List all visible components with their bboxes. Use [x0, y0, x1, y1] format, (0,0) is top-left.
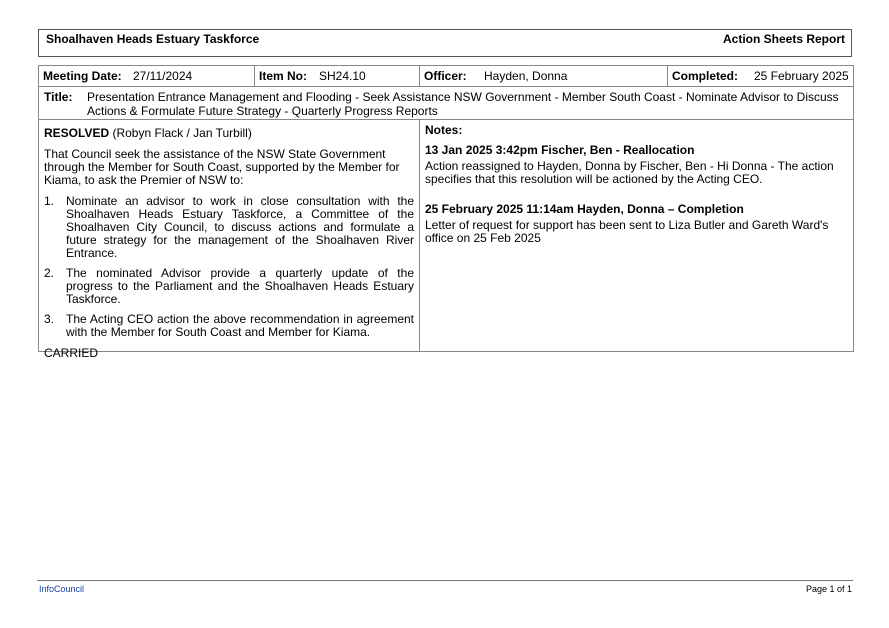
completed-label: Completed: [672, 69, 738, 83]
item-text: The Acting CEO action the above recommendation in agreement with the Member for South Coast and Member for Kiama. [66, 312, 414, 339]
title-label: Title: [44, 90, 73, 104]
footer-brand: InfoCouncil [39, 584, 85, 594]
resolved-line [44, 126, 414, 140]
officer-value: Hayden, Donna [484, 69, 568, 83]
resolution-items [44, 195, 414, 339]
meta-row [38, 65, 854, 87]
item-text: The nominated Advisor provide a quarterly update of the progress to the Parliament and the Shoalhaven Heads Estuary Taskforce. [66, 266, 414, 306]
completed-cell [668, 66, 853, 86]
note-body: Letter of request for support has been sent to Liza Butler and Gareth Ward's office on 25 Feb 2025 [425, 218, 829, 245]
meeting-date-value: 27/11/2024 [133, 69, 193, 83]
action-body [38, 119, 854, 360]
completed-value: 25 February 2025 [754, 69, 849, 83]
resolution-item [44, 267, 414, 306]
title-text: Presentation Entrance Management and Flooding - Seek Assistance NSW Government - Member South Coast - Nominate Advisor to Discuss Actions & Formulate Future Strategy - Quarterly Progress Reports [87, 90, 839, 118]
officer-cell [420, 66, 668, 86]
footer-divider [37, 580, 853, 581]
report-name: Action Sheets Report [722, 32, 845, 46]
notes-label: Notes: [425, 123, 463, 137]
report-header [38, 29, 852, 57]
resolution-intro: That Council seek the assistance of the NSW State Government through the Member for South Coast, supported by the Member for Kiama, to ask the Premier of NSW to: [44, 147, 400, 187]
page-number: Page 1 of 1 [805, 584, 852, 594]
resolved-label: RESOLVED [44, 126, 110, 140]
item-text: Nominate an advisor to work in close consultation with the Shoalhaven Heads Estuary Taskforce, a Committee of the Shoalhaven City Council, to discuss actions and formulate a future strategy for the management of the Shoalhaven River Entrance. [66, 194, 414, 260]
note-body: Action reassigned to Hayden, Donna by Fischer, Ben - Hi Donna - The action specifies that this resolution will be actioned by the Acting CEO. [425, 159, 834, 186]
item-number: 1. [44, 194, 55, 208]
officer-label: Officer: [424, 69, 467, 83]
item-no-value: SH24.10 [319, 69, 366, 83]
org-name: Shoalhaven Heads Estuary Taskforce [46, 32, 260, 46]
meeting-date-label: Meeting Date: [43, 69, 122, 83]
meeting-date-cell [39, 66, 255, 86]
resolution-outcome: CARRIED [44, 346, 99, 360]
resolution-item [44, 195, 414, 260]
item-no-label: Item No: [259, 69, 307, 83]
item-no-cell [255, 66, 420, 86]
item-number: 3. [44, 312, 55, 326]
note-heading: 13 Jan 2025 3:42pm Fischer, Ben - Reallocation [425, 143, 695, 157]
resolution-movers: (Robyn Flack / Jan Turbill) [112, 126, 252, 140]
item-number: 2. [44, 266, 55, 280]
resolution-item [44, 313, 414, 339]
note-heading: 25 February 2025 11:14am Hayden, Donna – Completion [425, 202, 744, 216]
title-row [38, 86, 854, 120]
notes-column [420, 120, 853, 351]
resolution-column [39, 120, 420, 360]
